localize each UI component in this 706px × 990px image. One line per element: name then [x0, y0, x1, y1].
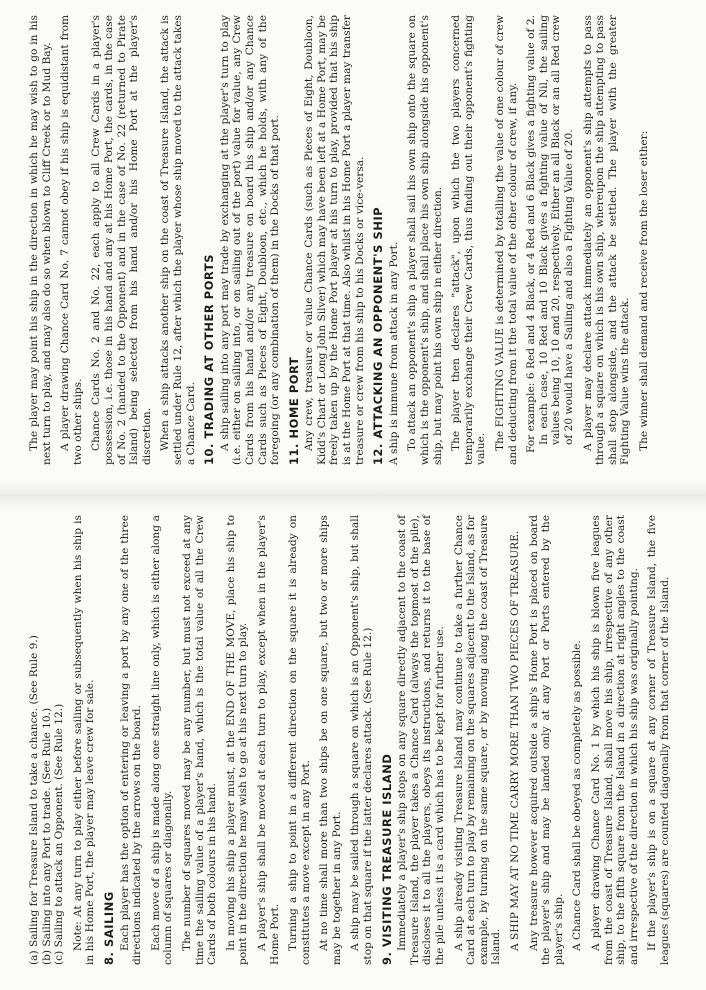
attack-winner-paragraph: The winner shall demand and receive from the loser either:	[637, 130, 650, 451]
section-heading-attacking: 12. ATTACKING AN OPPONENT'S SHIP	[371, 206, 386, 465]
island-paragraph-6: A player drawing Chance Card No. 1 by which his ship is blown five leagues from the coast of Treasure Island, shall move his ship, irrespective of any other ship, to the fifth square from the Island in a direction at right angles to the coast and irrespective of the direction in which his ship was originally pointing.	[589, 515, 640, 965]
island-paragraph-4: Any treasure however acquired outside a ship's Home Port is placed on board the player's ship and may be landed only at any Port or Ports entered by the player's ship.	[527, 515, 565, 965]
rules-column-bottom	[28, 515, 671, 965]
crew-sale-note: Note: At any turn to play either before sailing or subsequently when his ship is in his Home Port, the player may leave crew for sale.	[71, 515, 97, 965]
sailing-paragraph-7: At no time shall more than two ships be on one square, but two or more ships may be together in any Port.	[318, 515, 343, 965]
sailing-paragraph-3: The number of squares moved may be any number, but must not exceed at any time the sailing value of a player's hand, which is the total value of all the Crew Cards of both colours in his hand.	[180, 515, 219, 965]
island-paragraph-7: If the player's ship is on a square at any corner of Treasure Island, the five leagues (squares) are counted diagonally from that corner of the Island.	[646, 515, 671, 965]
sailing-paragraph-8: A ship may be sailed through a square on which is an Opponent's ship, but shall stop on that square if the latter declares attack. (See Rule 12.)	[349, 515, 375, 965]
attack-pass-paragraph: A player may declare attack immediately an opponent's ship attempts to pass through a square on which is his own ship, whereupon the ship attempting to pass shall stop alongside, and the attack be settled. The player with the greater Fighting Value wins the attack.	[581, 15, 632, 465]
section-heading-home-port: 11. HOME PORT	[286, 356, 301, 465]
attack-declare-paragraph: The player then declares "attack", upon which the two players concerned temporarily exchange their Crew Cards, thus finding out their opponent's fighting value.	[450, 15, 488, 465]
fighting-example-paragraph: For example: 6 Red and 4 Black, or 4 Red and 6 Black gives a fighting value of 2. In each case, 10 Red and 10 Black gives a fighting value of Nil, the sailing values being 10, 10 and 20, respectively. Either an all Black or an all Red crew of 20 would have a Sailing and also a Fighting Value of 20.	[525, 15, 575, 453]
chance-note-cards-2-22: Chance Cards No. 2 and No. 22, each apply to all Crew Cards in a player's possession, i.e. those in his hand and any at his Home Port, the cards, in the case of No. 2 (handed to the Opponent) and in the case of No. 22 (returned to Pirate Island) being selected from his hand and/or his Home Port at the player's discretion.	[90, 15, 153, 465]
island-paragraph-3: A SHIP MAY AT NO TIME CARRY MORE THAN TWO PIECES OF TREASURE.	[509, 530, 521, 951]
page-fold-shadow	[0, 478, 706, 512]
section-heading-sailing: 8. SAILING	[101, 891, 116, 965]
sailing-paragraph-5: A player's ship shall be moved at each turn to play, except when in the player's Home Port.	[255, 515, 281, 965]
chance-note-card-7: A player drawing Chance Card No. 7 cannot obey if his ship is equidistant from two other ships.	[59, 15, 84, 465]
fighting-value-paragraph: The FIGHTING VALUE is determined by totalling the value of one colour of crew and deducting from it the total value of the other colour of crew, if any.	[494, 15, 519, 465]
turn-option-c: (c) Sailing to attack an Opponent. (See Rule 12.)	[53, 703, 66, 965]
home-port-paragraph: Any crew, treasure or value Chance Cards (such as Pieces of Eight, Doubloon, Kidd's Chart or Long John Silver) which may have been left at a Home Port, may be freely taken up by the Home Port player at his turn to play, provided that his ship is at the Home Port at that time. Also whilst in his Home Port a player may transfer treasure or crew from his ship to his Docks or vice-versa.	[303, 15, 366, 465]
turn-option-b: (b) Sailing into any Port to trade. (See Rule 10.)	[40, 707, 53, 965]
trading-paragraph: A ship sailing into any port may trade by exchanging at the player's turn to play (i.e. either on sailing into, or on sailing out of the port) value for value, any Crew Cards from his hand and/or any treasure on board his ship and/or any Chance Cards such as Pieces of Eight, Doubloon, etc., which he holds, with any of the foregoing (or any combination of them) in the Docks of that port.	[218, 15, 282, 465]
section-heading-trading: 10. TRADING AT OTHER PORTS	[202, 253, 217, 465]
chance-note-direction: The player may point his ship in the direction in which he may wish to go in his next turn to play, and may also do so when blown to Cliff Creek or to Mud Bay.	[28, 15, 53, 465]
island-paragraph-1: Immediately a player's ship stops on any square directly adjacent to the coast of Treasure Island, the player takes a Chance Card (always the topmost of the pile), discloses it to all the players, obeys its instructions, and returns it to the base of the pile unless it is a card which has to be kept for further use.	[396, 515, 447, 965]
island-paragraph-2: A ship already visiting Treasure Island may continue to take a further Chance Card at each turn to play by remaining on the squares adjacent to the Island, as for example, by turning on the same square, or by moving along the coast of Treasure Island.	[452, 515, 503, 965]
sailing-paragraph-2: Each move of a ship is made along one straight line only, which is either along a column of squares or diagonally.	[149, 515, 175, 965]
rules-column-top	[28, 15, 668, 465]
turn-option-a: (a) Sailing for Treasure Island to take a chance. (See Rule 9.)	[28, 635, 40, 965]
attack-how-paragraph: To attack an opponent's ship a player shall sail his own ship onto the square on which is the opponent's ship, and shall place his own ship alongside his opponent's ship, but may point his own ship in either direction.	[406, 15, 444, 465]
island-paragraph-5: A Chance Card shall be obeyed as completely as possible.	[571, 640, 584, 951]
sailing-paragraph-6: Turning a ship to point in a different direction on the square it is already on constitutes a move except in any Port.	[287, 515, 312, 965]
sailing-paragraph-4: In moving his ship a player must, at the END OF THE MOVE, place his ship to point in the direction he may wish to go at his next turn to play.	[224, 515, 250, 965]
chance-note-attack-island: When a ship attacks another ship on the coast of Treasure Island, the attack is settled under Rule 12, after which the player whose ship moved to the attack takes a Chance Card.	[159, 15, 197, 465]
attack-immune-paragraph: A ship is immune from attack in any Port.	[387, 241, 400, 465]
sailing-paragraph-1: Each player has the option of entering or leaving a port by any one of the three directions indicated by the arrows on the board.	[118, 515, 144, 965]
turn-options-list	[28, 515, 66, 965]
section-heading-treasure-island: 9. VISITING TREASURE ISLAND	[379, 753, 394, 965]
